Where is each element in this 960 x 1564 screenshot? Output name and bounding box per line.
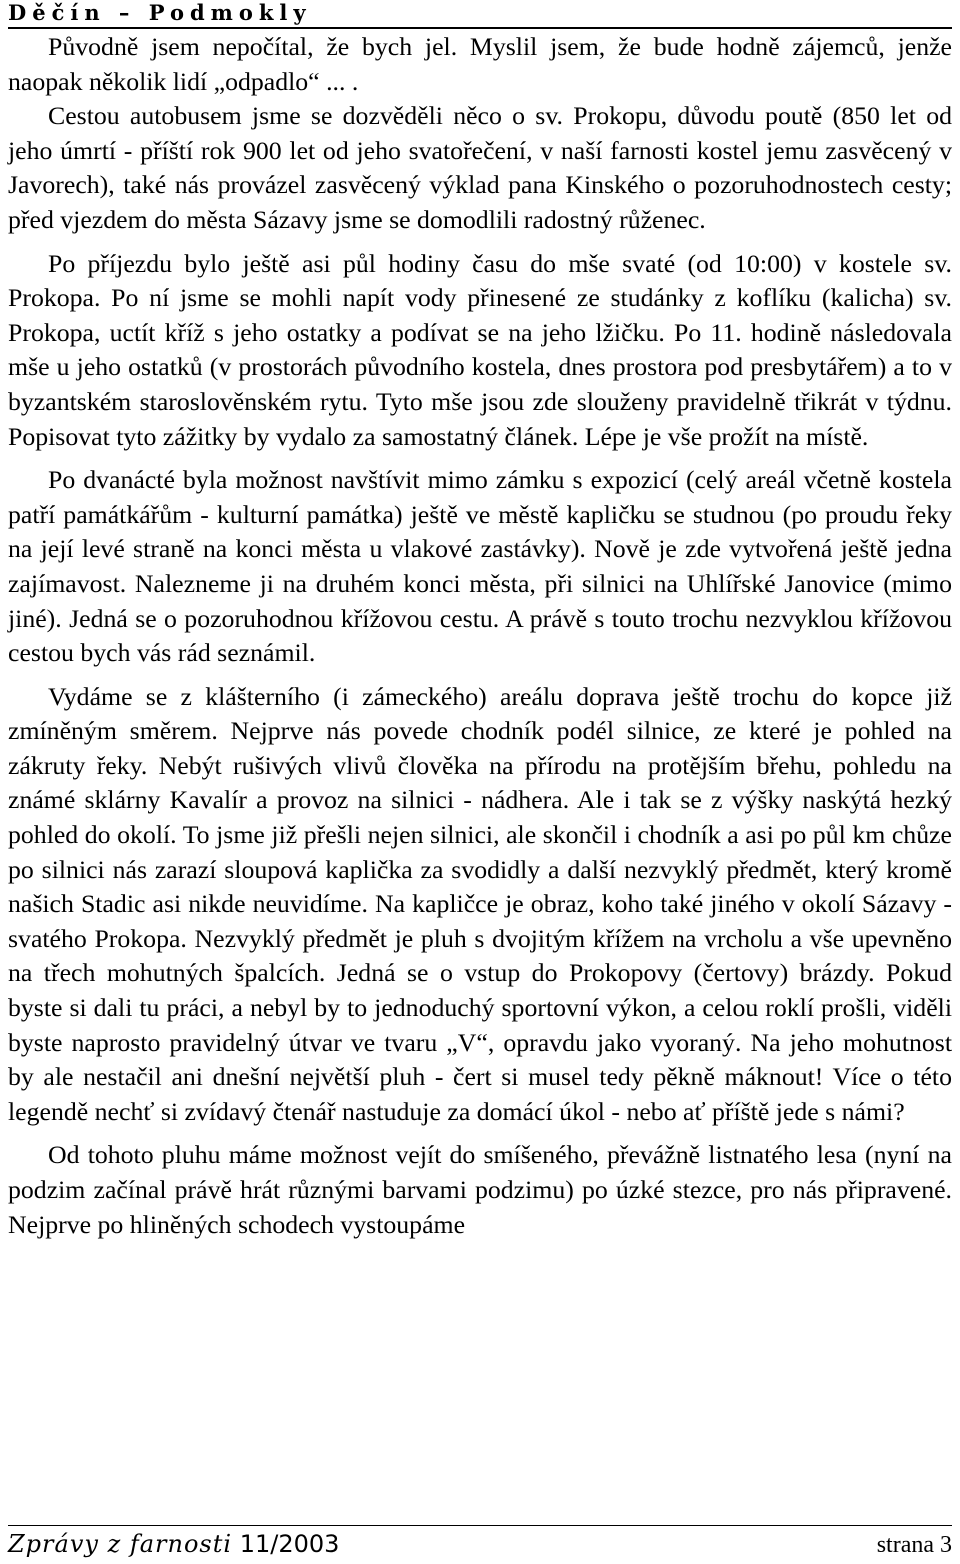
header-divider	[8, 27, 952, 29]
page-number: strana 3	[876, 1532, 952, 1558]
footer-publication	[8, 1529, 339, 1559]
paragraph: Po příjezdu bylo ještě asi půl hodiny času do mše svaté (od 10:00) v kostele sv. Prokopa. Po ní jsme se mohli napít vody přinesené ze studánky z koflíku (kalicha) sv. Prokopa, uctít kříž s jeho ostatky a podívat se na jeho lžičku. Po 11. hodině následovala mše u jeho ostatků (v prostorách původního kostela, dnes prostora pod presbytářem) a to v byzantském staroslověnském rytu. Tyto mše jsou zde slouženy pravidelně třikrát v týdnu. Popisovat tyto zážitky by vydalo za samostatný článek. Lépe je vše prožít na místě.	[8, 248, 952, 451]
paragraph: Po dvanácté byla možnost navštívit mimo zámku s expozicí (celý areál včetně kostela patří památkářům - kulturní památka) ještě ve městě kapličku se studnou (po proudu řeky na její levé straně na konci města u vlakové zastávky). Nově je zde vytvořená ještě jedna zajímavost. Nalezneme ji na druhém konci města, při silnici na Uhlířské Janovice (mimo jiné). Jedná se o pozoruhodnou křížovou cestu. A právě s touto trochu nezvyklou křížovou cestou bych vás rád seznámil.	[8, 465, 952, 668]
footer-brand: Zprávy z farnosti	[8, 1530, 233, 1558]
footer-issue: 11/2003	[239, 1530, 340, 1558]
paragraph: Vydáme se z klášterního (i zámeckého) areálu doprava ještě trochu do kopce již zmíněným směrem. Nejprve nás povede chodník podél silnice, ze které je pohled na zákruty řeky. Nebýt rušivých vlivů člověka na přírodu na protějším břehu, pohledu na známé sklárny Kavalír a provoz na silnici - nádhera. Ale i tak se z výšky naskýtá hezký pohled do okolí. To jsme již přešli nejen silnici, ale skončil i chodník a asi po půl km chůze po silnici nás zarazí sloupová kaplička za svodidly a další nezvyklý předmět, který kromě našich Stadic asi nikde neuvidíme. Na kapličce je obraz, koho také jiného v okolí Sázavy - svatého Prokopa. Nezvyklý předmět je pluh s dvojitým křížem na vrcholu a vše upevněno na třech mohutných špalcích. Jedná se o vstup do Prokopovy (čertovy) brázdy. Pokud byste si dali tu práci, a nebyl by to jednoduchý sportovní výkon, a celou roklí prošli, viděli byste naprosto pravidelný útvar ve tvaru „V“, opravdu jako vyoraný. Na jeho mohutnost by ale nestačil ani dnešní největší pluh - čert si musel tedy pěkně máknout! Více o této legendě nechť si zvídavý čtenář nastuduje za domácí úkol - nebo ať příště jede s námi?	[8, 681, 952, 1126]
page-header-title: Děčín – Podmokly	[8, 0, 312, 25]
paragraph: Od tohoto pluhu máme možnost vejít do smíšeného, převážně listnatého lesa (nyní na podzim začínal právě hrát různými barvami podzimu) po úzké stezce, pro nás připravené. Nejprve po hliněných schodech vystoupáme	[8, 1140, 952, 1239]
footer-divider	[8, 1525, 952, 1526]
article-body	[8, 30, 952, 1242]
paragraph: Cestou autobusem jsme se dozvěděli něco o sv. Prokopu, důvodu poutě (850 let od jeho úmrtí - příští rok 900 let od jeho svatořečení, v naší farnosti kostel jemu zasvěcený v Javorech), také nás provázel zasvěcený výklad pana Kinského o pozoruhodnostech cesty; před vjezdem do města Sázavy jsme se domodlili radostný růženec.	[8, 101, 952, 234]
paragraph: Původně jsem nepočítal, že bych jel. Myslil jsem, že bude hodně zájemců, jenže naopak několik lidí „odpadlo“ ... .	[8, 32, 952, 96]
